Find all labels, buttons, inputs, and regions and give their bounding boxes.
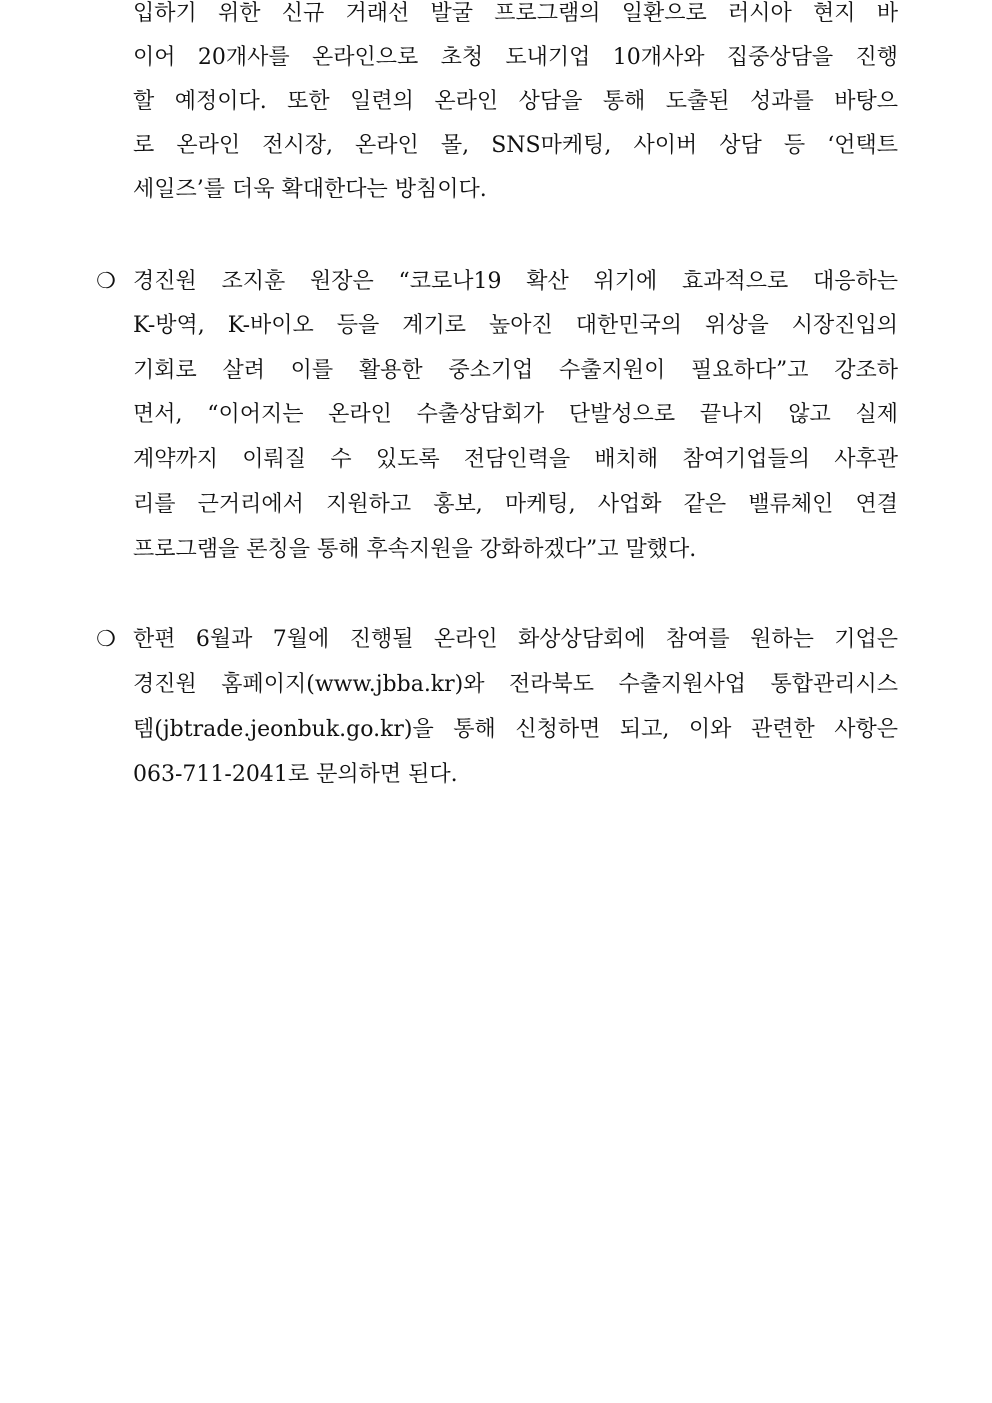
- paragraph-2-line-7: 프로그램을 론칭을 통해 후속지원을 강화하겠다”고 말했다.: [133, 537, 697, 562]
- paragraph-1-line-5: 세일즈’를 더욱 확대한다는 방침이다.: [133, 177, 487, 202]
- paragraph-2-line-6: 리를 근거리에서 지원하고 홍보, 마케팅, 사업화 같은 밸류체인 연결: [133, 492, 898, 517]
- paragraph-1-line-2: 이어 20개사를 온라인으로 초청 도내기업 10개사와 집중상담을 진행: [133, 45, 898, 70]
- paragraph-3-line-4: 063-711-2041로 문의하면 된다.: [133, 762, 458, 787]
- paragraph-3-line-1: 한편 6월과 7월에 진행될 온라인 화상상담회에 참여를 원하는 기업은: [133, 627, 898, 652]
- paragraph-3-line-2: 경진원 홈페이지(www.jbba.kr)와 전라북도 수출지원사업 통합관리시스: [133, 672, 898, 697]
- circle-bullet-icon: ❍: [96, 627, 116, 652]
- paragraph-1-line-3: 할 예정이다. 또한 일련의 온라인 상담을 통해 도출된 성과를 바탕으: [133, 89, 898, 114]
- circle-bullet-icon: ❍: [96, 269, 116, 294]
- paragraph-2-line-4: 면서, “이어지는 온라인 수출상담회가 단발성으로 끝나지 않고 실제: [133, 402, 898, 427]
- paragraph-2-line-1: 경진원 조지훈 원장은 “코로나19 확산 위기에 효과적으로 대응하는: [133, 269, 898, 294]
- paragraph-2-line-2: K-방역, K-바이오 등을 계기로 높아진 대한민국의 위상을 시장진입의: [133, 313, 898, 338]
- paragraph-1-line-1: 입하기 위한 신규 거래선 발굴 프로그램의 일환으로 러시아 현지 바: [133, 1, 898, 26]
- paragraph-1-line-4: 로 온라인 전시장, 온라인 몰, SNS마케팅, 사이버 상담 등 ‘언택트: [133, 133, 898, 158]
- paragraph-2-line-3: 기회로 살려 이를 활용한 중소기업 수출지원이 필요하다”고 강조하: [133, 358, 898, 383]
- paragraph-2-line-5: 계약까지 이뤄질 수 있도록 전담인력을 배치해 참여기업들의 사후관: [133, 447, 898, 472]
- paragraph-3-line-3: 템(jbtrade.jeonbuk.go.kr)을 통해 신청하면 되고, 이와 관련한 사항은: [133, 717, 898, 742]
